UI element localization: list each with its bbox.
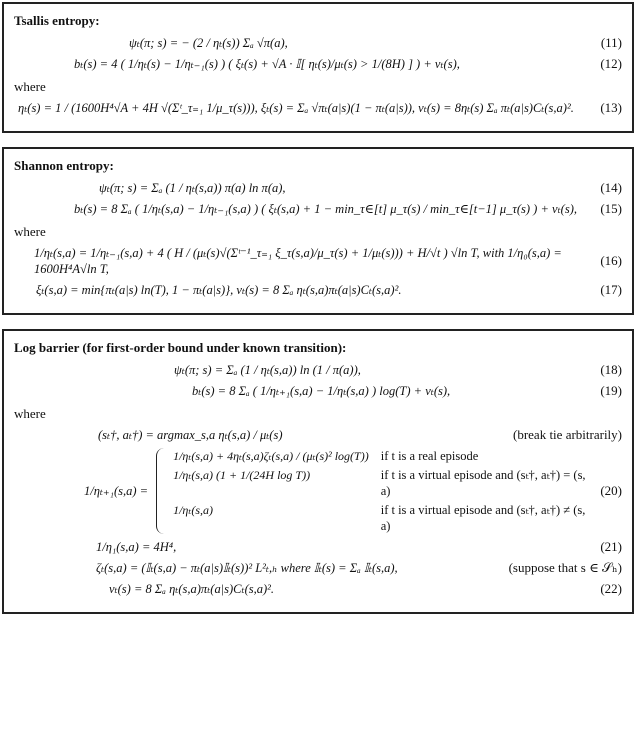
equation-number: (17) <box>600 282 622 297</box>
equation-22: νₜ(s) = 8 Σₐ ηₜ(s,a)πₜ(a|s)Cₜ(s,a)². <box>109 582 275 596</box>
equation-row <box>14 100 622 116</box>
equation-row <box>14 383 622 399</box>
equation-12: bₜ(s) = 4 ( 1/ηₜ(s) − 1/ηₜ₋₁(s) ) ( ξₜ(s) + √A · 𝕀[ ηₜ(s)/μₜ(s) > 1/(8H) ] ) + νₜ(s), <box>74 57 460 71</box>
equation-20-case-2: 1/ηₜ(s,a) (1 + 1/(24H log T)) <box>173 468 311 482</box>
equation-row <box>14 427 622 443</box>
section-title: Tsallis entropy: <box>14 13 100 28</box>
equation-row <box>14 201 622 217</box>
equation-number: (11) <box>600 35 622 50</box>
section-title: Shannon entropy: <box>14 158 114 173</box>
equation-18: ψₜ(π; s) = Σₐ (1 / ηₜ(s,a)) ln (1 / π(a)), <box>174 363 361 377</box>
tsallis-box <box>2 2 634 133</box>
equation-20-case-3: 1/ηₜ(s,a) <box>173 503 213 517</box>
equation-20-condition-3: if t is a virtual episode and (sₜ†, aₜ†) ≠ (s, a) <box>380 503 586 533</box>
where-label: where <box>14 224 46 239</box>
equation-number: (19) <box>600 383 622 398</box>
equation-20 <box>14 448 588 534</box>
equation-row <box>14 35 622 51</box>
equation-row <box>14 581 622 597</box>
equation-19: bₜ(s) = 8 Σₐ ( 1/ηₜ₊₁(s,a) − 1/ηₜ(s,a) ) log(T) + νₜ(s), <box>192 384 451 398</box>
equation-number: (22) <box>600 581 622 596</box>
equation-row <box>14 362 622 378</box>
equation-row <box>14 180 622 196</box>
zeta-definition: ζₜ(s,a) = (𝕀ₜ(s,a) − πₜ(a|s)𝕀ₜ(s))² L²ₜ,ₕ where 𝕀ₜ(s) = Σₐ 𝕀ₜ(s,a), <box>96 561 398 575</box>
equation-row <box>14 245 622 277</box>
where-label: where <box>14 406 46 421</box>
equation-number: (16) <box>600 253 622 268</box>
equation-number: (21) <box>600 539 622 554</box>
equation-number: (15) <box>600 201 622 216</box>
equation-row <box>14 539 622 555</box>
equation-20-condition-1: if t is a real episode <box>380 449 479 463</box>
equation-row <box>14 282 622 298</box>
shannon-box <box>2 147 634 315</box>
equation-row <box>14 56 622 72</box>
equation-number: (18) <box>600 362 622 377</box>
equation-row <box>14 448 622 534</box>
equation-number: (20) <box>600 483 622 498</box>
cases-brace <box>156 448 165 534</box>
argmax-definition: (sₜ†, aₜ†) = argmax_s,a ηₜ(s,a) / μₜ(s) <box>98 428 283 442</box>
equation-number: (13) <box>600 100 622 115</box>
equation-13: ηₜ(s) = 1 / (1600H⁴√A + 4H √(Σᵗ_τ₌₁ 1/μ_τ(s))), ξₜ(s) = Σₐ √πₜ(a|s)(1 − πₜ(a|s)), νₜ(s) = 8ηₜ(s) Σₐ πₜ(a|s)Cₜ(s,a)². <box>18 101 574 115</box>
equation-15: bₜ(s) = 8 Σₐ ( 1/ηₜ(s,a) − 1/ηₜ₋₁(s,a) ) ( ξₜ(s,a) + 1 − min_τ∈[t] μ_τ(s) / min_τ∈[t−1] μ_τ(s) ) + νₜ(s), <box>74 202 577 216</box>
equation-number: (12) <box>600 56 622 71</box>
equation-14: ψₜ(π; s) = Σₐ (1 / ηₜ(s,a)) π(a) ln π(a), <box>99 181 286 195</box>
equation-row <box>14 560 622 576</box>
equation-17: ξₜ(s,a) = min{πₜ(a|s) ln(T), 1 − πₜ(a|s)}, νₜ(s) = 8 Σₐ ηₜ(s,a)πₜ(a|s)Cₜ(s,a)². <box>36 283 402 297</box>
equation-number: (14) <box>600 180 622 195</box>
equation-20-condition-2: if t is a virtual episode and (sₜ†, aₜ†) = (s, a) <box>380 468 586 498</box>
equation-11: ψₜ(π; s) = − (2 / ηₜ(s)) Σₐ √π(a), <box>129 36 288 50</box>
equation-21: 1/η₁(s,a) = 4H⁴, <box>96 540 177 554</box>
log-barrier-box <box>2 329 634 614</box>
equation-20-lhs: 1/ηₜ₊₁(s,a) = <box>84 484 149 498</box>
zeta-note: (suppose that s ∈ 𝒮ₕ) <box>508 560 622 575</box>
section-title: Log barrier (for first-order bound under known transition): <box>14 340 347 355</box>
argmax-note: (break tie arbitrarily) <box>513 427 622 442</box>
equation-16: 1/ηₜ(s,a) = 1/ηₜ₋₁(s,a) + 4 ( H / (μₜ(s)√(Σᵗ⁻¹_τ₌₁ ξ_τ(s,a)/μ_τ(s) + 1/μₜ(s))) + H/√t ) √ln T, with 1/η₀(s,a) = 1600H⁴A√ln T, <box>34 246 562 276</box>
where-label: where <box>14 79 46 94</box>
equation-20-case-1: 1/ηₜ(s,a) + 4ηₜ(s,a)ζₜ(s,a) / (μₜ(s)² log(T)) <box>173 449 369 463</box>
equation-20-cases <box>173 448 588 534</box>
